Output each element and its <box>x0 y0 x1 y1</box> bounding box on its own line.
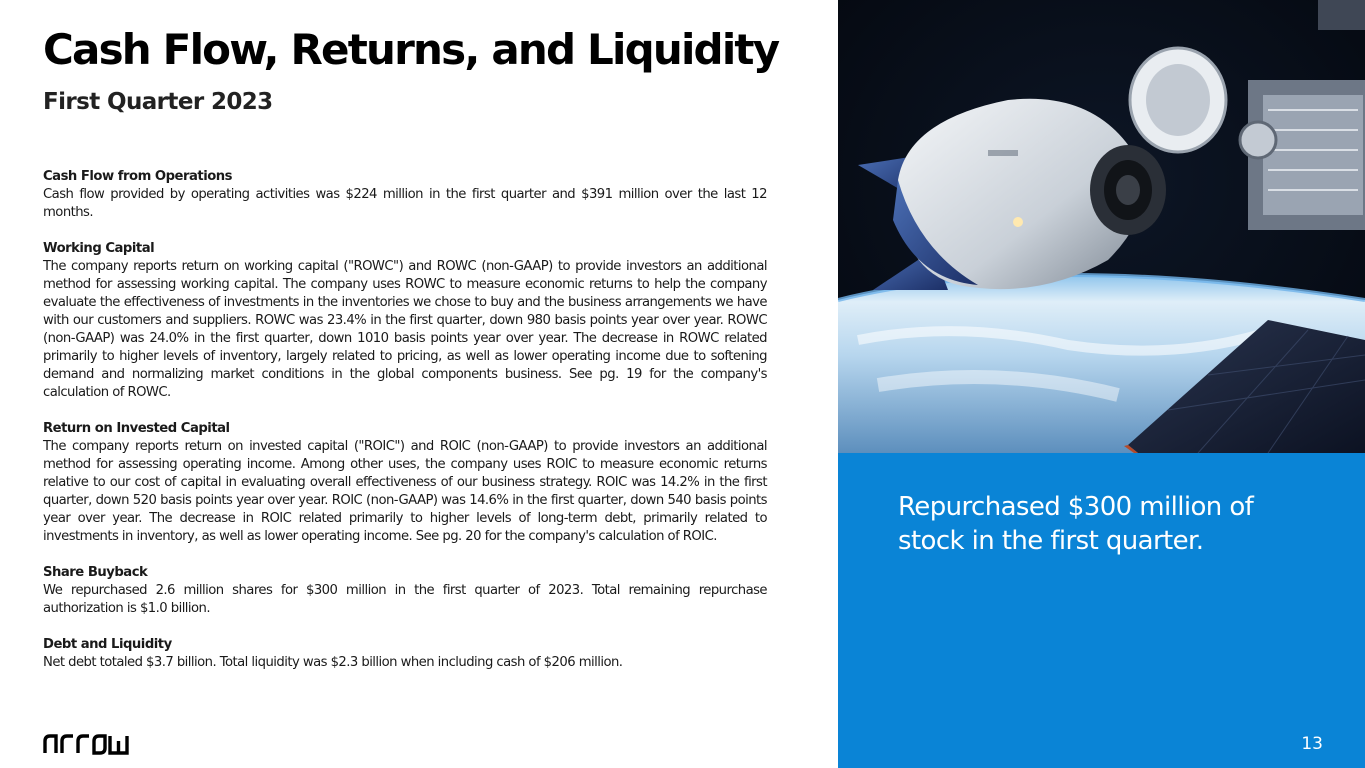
section-text: Net debt totaled $3.7 billion. Total liquidity was $2.3 billion when including cash of $206 million. <box>43 655 623 670</box>
section-text: The company reports return on working capital ("ROWC") and ROWC (non-GAAP) to provide investors an additional method for assessing working capital. The company uses ROWC to measure economic returns to help the company evaluate the effectiveness of investments in the inventories we chose to buy and the business arrangements we have with our customers and suppliers. ROWC was 23.4% in the first quarter, down 980 basis points year over year. ROWC (non-GAAP) was 24.0% in the first quarter, down 1010 basis points year over year. The decrease in ROWC related primarily to higher levels of inventory, largely related to pricing, as well as lower operating income due to softening demand and normalizing market conditions in the global components business. See pg. 19 for the company's calculation of ROWC. <box>43 259 767 400</box>
section-cash-flow <box>43 168 767 222</box>
spacecraft-photo <box>838 0 1365 453</box>
callout-panel <box>838 0 1365 768</box>
section-working-capital <box>43 240 767 402</box>
arrow-logo-icon <box>43 733 129 755</box>
page-subtitle: First Quarter 2023 <box>43 89 273 115</box>
section-heading: Working Capital <box>43 241 155 256</box>
callout-text: Repurchased $300 million of stock in the first quarter. <box>898 492 1254 556</box>
section-roic <box>43 420 767 546</box>
section-text: Cash flow provided by operating activities was $224 million in the first quarter and $391 million over the last 12 months. <box>43 187 767 220</box>
section-text: We repurchased 2.6 million shares for $300 million in the first quarter of 2023. Total remaining repurchase authorization is $1.0 billion. <box>43 583 767 616</box>
page-title: Cash Flow, Returns, and Liquidity <box>43 25 779 74</box>
section-heading: Share Buyback <box>43 565 148 580</box>
section-text: The company reports return on invested capital ("ROIC") and ROIC (non-GAAP) to provide investors an additional method for assessing operating income. Among other uses, the company uses ROIC to measure economic returns relative to our cost of capital in evaluating overall effectiveness of our business strategy. ROIC was 14.2% in the first quarter, down 520 basis points year over year. ROIC (non-GAAP) was 14.6% in the first quarter, down 540 basis points year over year. The decrease in ROIC related primarily to higher levels of long-term debt, primarily related to investments in inventory, as well as lower operating income. See pg. 20 for the company's calculation of ROIC. <box>43 439 767 544</box>
section-heading: Return on Invested Capital <box>43 421 230 436</box>
section-debt-liquidity <box>43 636 767 672</box>
section-heading: Debt and Liquidity <box>43 637 172 652</box>
body-text <box>43 168 767 672</box>
section-heading: Cash Flow from Operations <box>43 169 233 184</box>
page-number: 13 <box>1301 734 1323 754</box>
section-share-buyback <box>43 564 767 618</box>
